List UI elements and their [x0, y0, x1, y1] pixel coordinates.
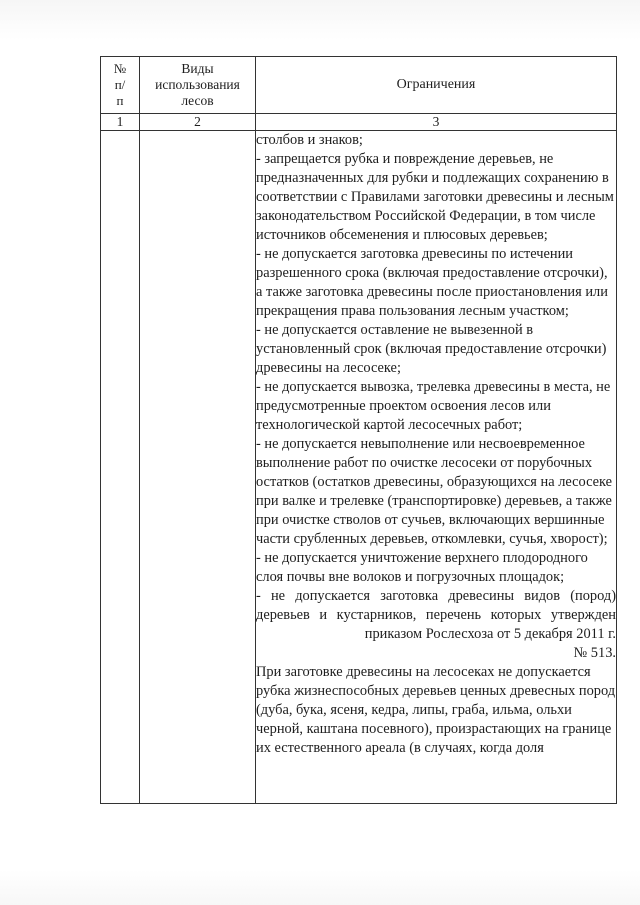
header-number-line-2: п/	[114, 77, 126, 92]
restriction-paragraph: - не допускается невыполнение или несвоевременное выполнение работ по очистке лесосеки от порубочных остатков (остатков древесины, образующихся на лесосеке при валке и трелевке (транспортировке) деревьев, а также при очистке стволов от сучьев, включающих вершинные части срубленных деревьев, откомлевки, сучья, хворост);	[256, 436, 613, 547]
restriction-paragraph: - не допускается вывозка, трелевка древесины в места, не предусмотренные проектом освоения лесов или технологической картой лесосечных работ;	[256, 379, 611, 433]
restrictions-table	[100, 56, 617, 804]
cell-number-empty	[101, 131, 140, 804]
restriction-paragraph: столбов и знаков;	[256, 132, 363, 148]
column-number-1: 1	[101, 114, 140, 131]
table-header-row	[101, 57, 617, 114]
header-types-line-2: использования	[155, 77, 240, 92]
restriction-paragraph: - не допускается заготовка древесины по истечении разрешенного срока (включая предоставление отсрочки), а также заготовка древесины после приостановления или прекращения права пользования лесным участком;	[256, 246, 608, 319]
restriction-paragraph-justified	[256, 587, 616, 663]
restriction-paragraph: - запрещается рубка и повреждение деревьев, не предназначенных для рубки и подлежащих сохранению в соответствии с Правилами заготовки древесины и лесным законодательством Российской Федерации, в том числе источников обсеменения и плюсовых деревьев;	[256, 151, 614, 243]
column-number-3: 3	[256, 114, 617, 131]
column-number-2: 2	[140, 114, 256, 131]
final-paragraph: При заготовке древесины на лесосеках не допускается рубка жизнеспособных деревьев ценных древесных пород (дуба, бука, ясеня, кедра, липы, граба, ильма, ольхи черной, каштана посевного), произрастающих на границе их естественного ареала (в случаях, когда доля	[256, 664, 616, 756]
restriction-paragraph: - не допускается уничтожение верхнего плодородного слоя почвы вне волоков и погрузочных площадок;	[256, 550, 588, 585]
restriction-paragraph: - не допускается оставление не вывезенной в установленный срок (включая предоставление отсрочки) древесины на лесосеке;	[256, 322, 607, 376]
header-forest-use-types	[140, 57, 256, 114]
cell-types-empty	[140, 131, 256, 804]
header-number-line-1: №	[113, 61, 127, 76]
header-number	[101, 57, 140, 114]
justified-paragraph-main: - не допускается заготовка древесины видов (пород) деревьев и кустарников, перечень которых утвержден приказом Рослесхоза от 5 декабря 2011 г.	[256, 588, 616, 642]
table-body-row	[101, 131, 617, 804]
header-number-line-3: п	[116, 93, 124, 108]
justified-paragraph-last-line: № 513.	[573, 645, 616, 661]
header-types-line-1: Виды	[181, 61, 214, 76]
header-restrictions: Ограничения	[256, 57, 617, 114]
column-number-row	[101, 114, 617, 131]
cell-restrictions-text	[256, 131, 617, 804]
header-types-line-3: лесов	[181, 93, 214, 108]
